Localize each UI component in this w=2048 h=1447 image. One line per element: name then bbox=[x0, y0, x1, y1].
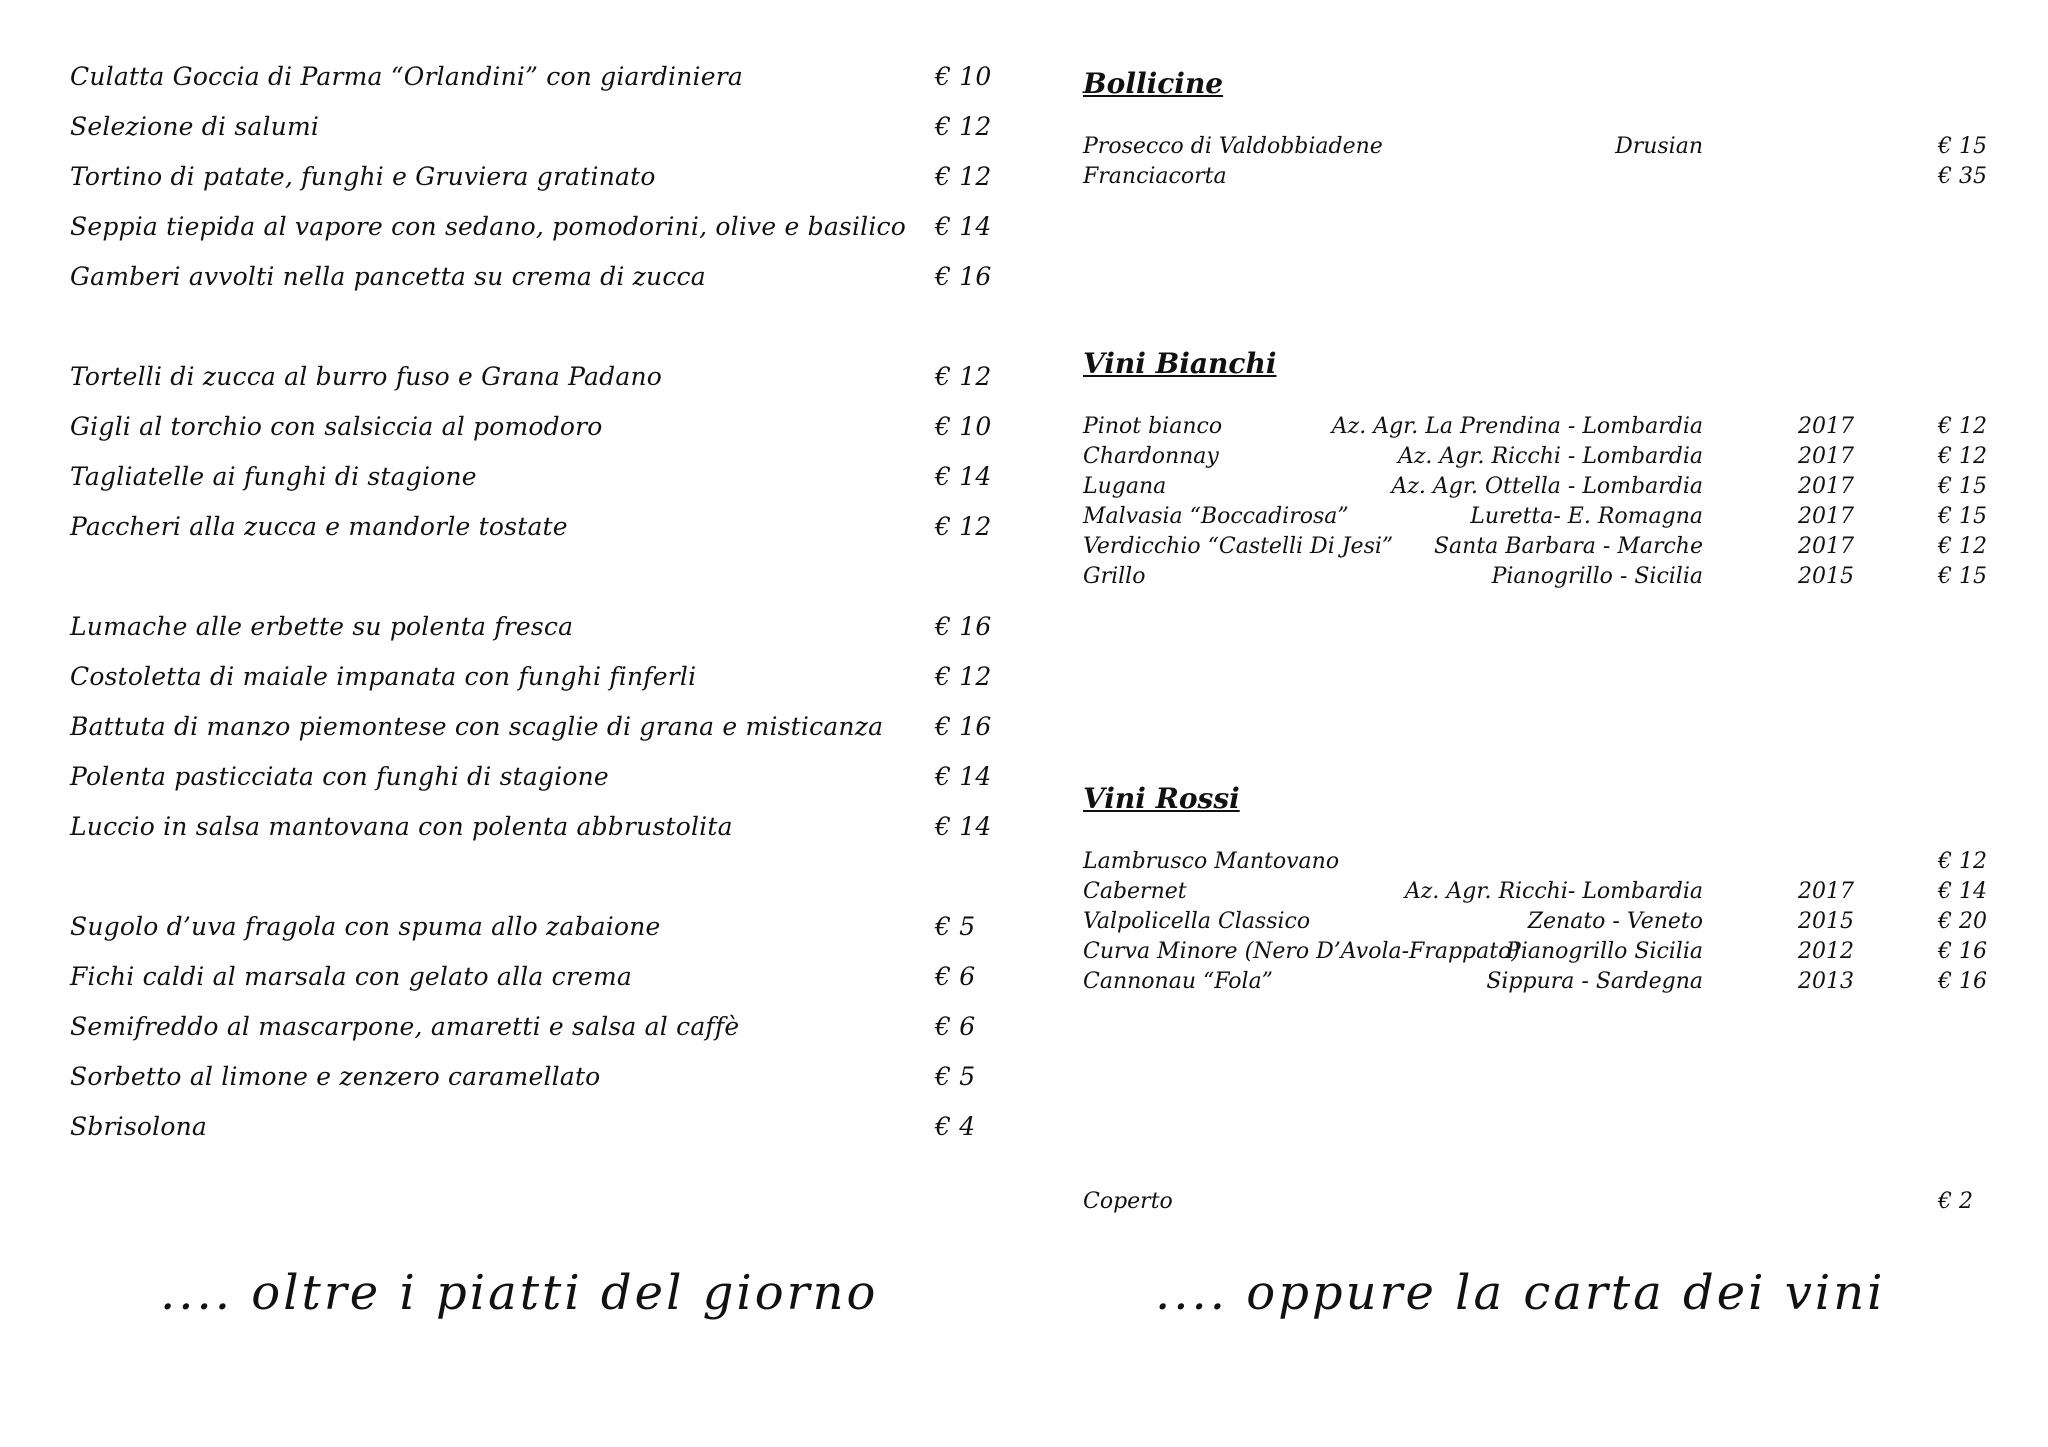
wine-price: € 12 bbox=[1938, 534, 1987, 559]
wine-row bbox=[1083, 564, 2003, 594]
dish-group-secondi bbox=[70, 612, 990, 862]
dish-name: Semifreddo al mascarpone, amaretti e salsa al caffè bbox=[70, 1012, 740, 1041]
dish-row bbox=[70, 912, 990, 962]
wine-row bbox=[1083, 504, 2003, 534]
wine-year: 2017 bbox=[1798, 504, 1854, 529]
section-vini-bianchi bbox=[1083, 344, 2003, 594]
dish-row bbox=[70, 1112, 990, 1162]
wine-price: € 20 bbox=[1938, 909, 1987, 934]
wine-row bbox=[1083, 474, 2003, 504]
wine-price: € 16 bbox=[1938, 969, 1987, 994]
dish-price: € 6 bbox=[935, 1012, 976, 1041]
section-title: Vini Bianchi bbox=[1083, 347, 1277, 380]
dish-price: € 10 bbox=[935, 412, 992, 441]
dish-row bbox=[70, 112, 990, 162]
wine-name: Chardonnay bbox=[1083, 444, 1219, 469]
wine-price: € 12 bbox=[1938, 444, 1987, 469]
dish-row bbox=[70, 962, 990, 1012]
wine-producer: Zenato - Veneto bbox=[1527, 909, 1703, 934]
dish-price: € 12 bbox=[935, 112, 992, 141]
slogan-piatti-del-giorno: .... oltre i piatti del giorno bbox=[160, 1265, 879, 1321]
dish-name: Tortino di patate, funghi e Gruviera gratinato bbox=[70, 162, 656, 191]
dish-row bbox=[70, 462, 990, 512]
wine-row bbox=[1083, 444, 2003, 474]
section-title: Bollicine bbox=[1083, 67, 1224, 100]
dish-row bbox=[70, 662, 990, 712]
dish-row bbox=[70, 162, 990, 212]
wine-producer: Az. Agr. Ricchi - Lombardia bbox=[1397, 444, 1703, 469]
wine-year: 2017 bbox=[1798, 414, 1854, 439]
wine-row bbox=[1083, 909, 2003, 939]
dish-name: Tagliatelle ai funghi di stagione bbox=[70, 462, 477, 491]
dish-price: € 12 bbox=[935, 362, 992, 391]
dish-price: € 5 bbox=[935, 1062, 976, 1091]
wine-price: € 15 bbox=[1938, 564, 1987, 589]
wine-year: 2015 bbox=[1798, 564, 1854, 589]
wine-producer: Pianogrillo - Sicilia bbox=[1491, 564, 1703, 589]
wine-price: € 12 bbox=[1938, 414, 1987, 439]
wine-year: 2012 bbox=[1798, 939, 1854, 964]
dish-name: Sorbetto al limone e zenzero caramellato bbox=[70, 1062, 601, 1091]
section-vini-rossi bbox=[1083, 779, 2003, 999]
dish-price: € 12 bbox=[935, 512, 992, 541]
wine-price: € 15 bbox=[1938, 474, 1987, 499]
coperto-row bbox=[1083, 1189, 2003, 1219]
coperto-price: € 2 bbox=[1938, 1189, 1973, 1214]
dish-row bbox=[70, 762, 990, 812]
dish-row bbox=[70, 62, 990, 112]
wine-price: € 12 bbox=[1938, 849, 1987, 874]
wine-name: Lambrusco Mantovano bbox=[1083, 849, 1340, 874]
dish-price: € 14 bbox=[935, 762, 992, 791]
wine-producer: Luretta- E. Romagna bbox=[1470, 504, 1703, 529]
wine-producer: Az. Agr. Ricchi- Lombardia bbox=[1404, 879, 1703, 904]
dish-group-dolci bbox=[70, 912, 990, 1162]
wine-row bbox=[1083, 134, 2003, 164]
dish-price: € 14 bbox=[935, 812, 992, 841]
wine-producer: Santa Barbara - Marche bbox=[1433, 534, 1703, 559]
wine-producer: Az. Agr. La Prendina - Lombardia bbox=[1331, 414, 1703, 439]
dish-name: Fichi caldi al marsala con gelato alla crema bbox=[70, 962, 632, 991]
wine-name: Prosecco di Valdobbiadene bbox=[1083, 134, 1383, 159]
dish-row bbox=[70, 1062, 990, 1112]
dish-row bbox=[70, 212, 990, 262]
dish-price: € 5 bbox=[935, 912, 976, 941]
dish-price: € 16 bbox=[935, 262, 992, 291]
wine-producer: Az. Agr. Ottella - Lombardia bbox=[1391, 474, 1703, 499]
dish-group-primi bbox=[70, 362, 990, 562]
wine-year: 2017 bbox=[1798, 879, 1854, 904]
section-title: Vini Rossi bbox=[1083, 782, 1240, 815]
section-bollicine bbox=[1083, 64, 2003, 194]
dish-price: € 16 bbox=[935, 612, 992, 641]
wine-row bbox=[1083, 164, 2003, 194]
wine-price: € 35 bbox=[1938, 164, 1987, 189]
wine-price: € 16 bbox=[1938, 939, 1987, 964]
wine-row bbox=[1083, 969, 2003, 999]
wine-year: 2017 bbox=[1798, 444, 1854, 469]
dish-name: Selezione di salumi bbox=[70, 112, 320, 141]
dish-row bbox=[70, 812, 990, 862]
wine-year: 2015 bbox=[1798, 909, 1854, 934]
wine-name: Lugana bbox=[1083, 474, 1167, 499]
wine-row bbox=[1083, 534, 2003, 564]
wine-producer: Drusian bbox=[1615, 134, 1703, 159]
wine-row bbox=[1083, 879, 2003, 909]
dish-row bbox=[70, 412, 990, 462]
dish-name: Polenta pasticciata con funghi di stagione bbox=[70, 762, 609, 791]
dish-name: Seppia tiepida al vapore con sedano, pomodorini, olive e basilico bbox=[70, 212, 906, 241]
dish-name: Sugolo d’uva fragola con spuma allo zabaione bbox=[70, 912, 661, 941]
dish-price: € 10 bbox=[935, 62, 992, 91]
dish-row bbox=[70, 512, 990, 562]
section-coperto bbox=[1083, 1189, 2003, 1219]
wine-producer: Pianogrillo Sicilia bbox=[1506, 939, 1703, 964]
dish-price: € 6 bbox=[935, 962, 976, 991]
wine-price: € 15 bbox=[1938, 504, 1987, 529]
dish-name: Gamberi avvolti nella pancetta su crema di zucca bbox=[70, 262, 706, 291]
dish-name: Lumache alle erbette su polenta fresca bbox=[70, 612, 574, 641]
wine-row bbox=[1083, 849, 2003, 879]
dish-name: Luccio in salsa mantovana con polenta abbrustolita bbox=[70, 812, 733, 841]
dish-row bbox=[70, 1012, 990, 1062]
wine-name: Curva Minore (Nero D’Avola-Frappato) bbox=[1083, 939, 1520, 964]
wine-name: Valpolicella Classico bbox=[1083, 909, 1311, 934]
slogan-carta-dei-vini: .... oppure la carta dei vini bbox=[1155, 1265, 1886, 1321]
dish-price: € 12 bbox=[935, 662, 992, 691]
food-menu bbox=[70, 62, 990, 1212]
dish-name: Culatta Goccia di Parma “Orlandini” con giardiniera bbox=[70, 62, 743, 91]
dish-row bbox=[70, 612, 990, 662]
wine-name: Cabernet bbox=[1083, 879, 1187, 904]
wine-name: Verdicchio “Castelli Di Jesi” bbox=[1083, 534, 1394, 559]
wine-price: € 15 bbox=[1938, 134, 1987, 159]
dish-name: Gigli al torchio con salsiccia al pomodoro bbox=[70, 412, 603, 441]
dish-name: Sbrisolona bbox=[70, 1112, 208, 1141]
dish-row bbox=[70, 362, 990, 412]
wine-name: Franciacorta bbox=[1083, 164, 1227, 189]
wine-year: 2013 bbox=[1798, 969, 1854, 994]
wine-year: 2017 bbox=[1798, 534, 1854, 559]
wine-price: € 14 bbox=[1938, 879, 1987, 904]
dish-name: Battuta di manzo piemontese con scaglie di grana e misticanza bbox=[70, 712, 884, 741]
dish-row bbox=[70, 262, 990, 312]
dish-price: € 14 bbox=[935, 462, 992, 491]
dish-name: Costoletta di maiale impanata con funghi finferli bbox=[70, 662, 697, 691]
dish-price: € 12 bbox=[935, 162, 992, 191]
dish-price: € 14 bbox=[935, 212, 992, 241]
dish-row bbox=[70, 712, 990, 762]
wine-producer: Sippura - Sardegna bbox=[1486, 969, 1703, 994]
dish-name: Tortelli di zucca al burro fuso e Grana Padano bbox=[70, 362, 663, 391]
wine-name: Cannonau “Fola” bbox=[1083, 969, 1273, 994]
wine-name: Grillo bbox=[1083, 564, 1146, 589]
coperto-label: Coperto bbox=[1083, 1189, 1173, 1214]
dish-group-antipasti bbox=[70, 62, 990, 312]
wine-name: Malvasia “Boccadirosa” bbox=[1083, 504, 1349, 529]
wine-row bbox=[1083, 939, 2003, 969]
wine-name: Pinot bianco bbox=[1083, 414, 1223, 439]
wine-year: 2017 bbox=[1798, 474, 1854, 499]
dish-name: Paccheri alla zucca e mandorle tostate bbox=[70, 512, 568, 541]
wine-row bbox=[1083, 414, 2003, 444]
dish-price: € 16 bbox=[935, 712, 992, 741]
dish-price: € 4 bbox=[935, 1112, 976, 1141]
